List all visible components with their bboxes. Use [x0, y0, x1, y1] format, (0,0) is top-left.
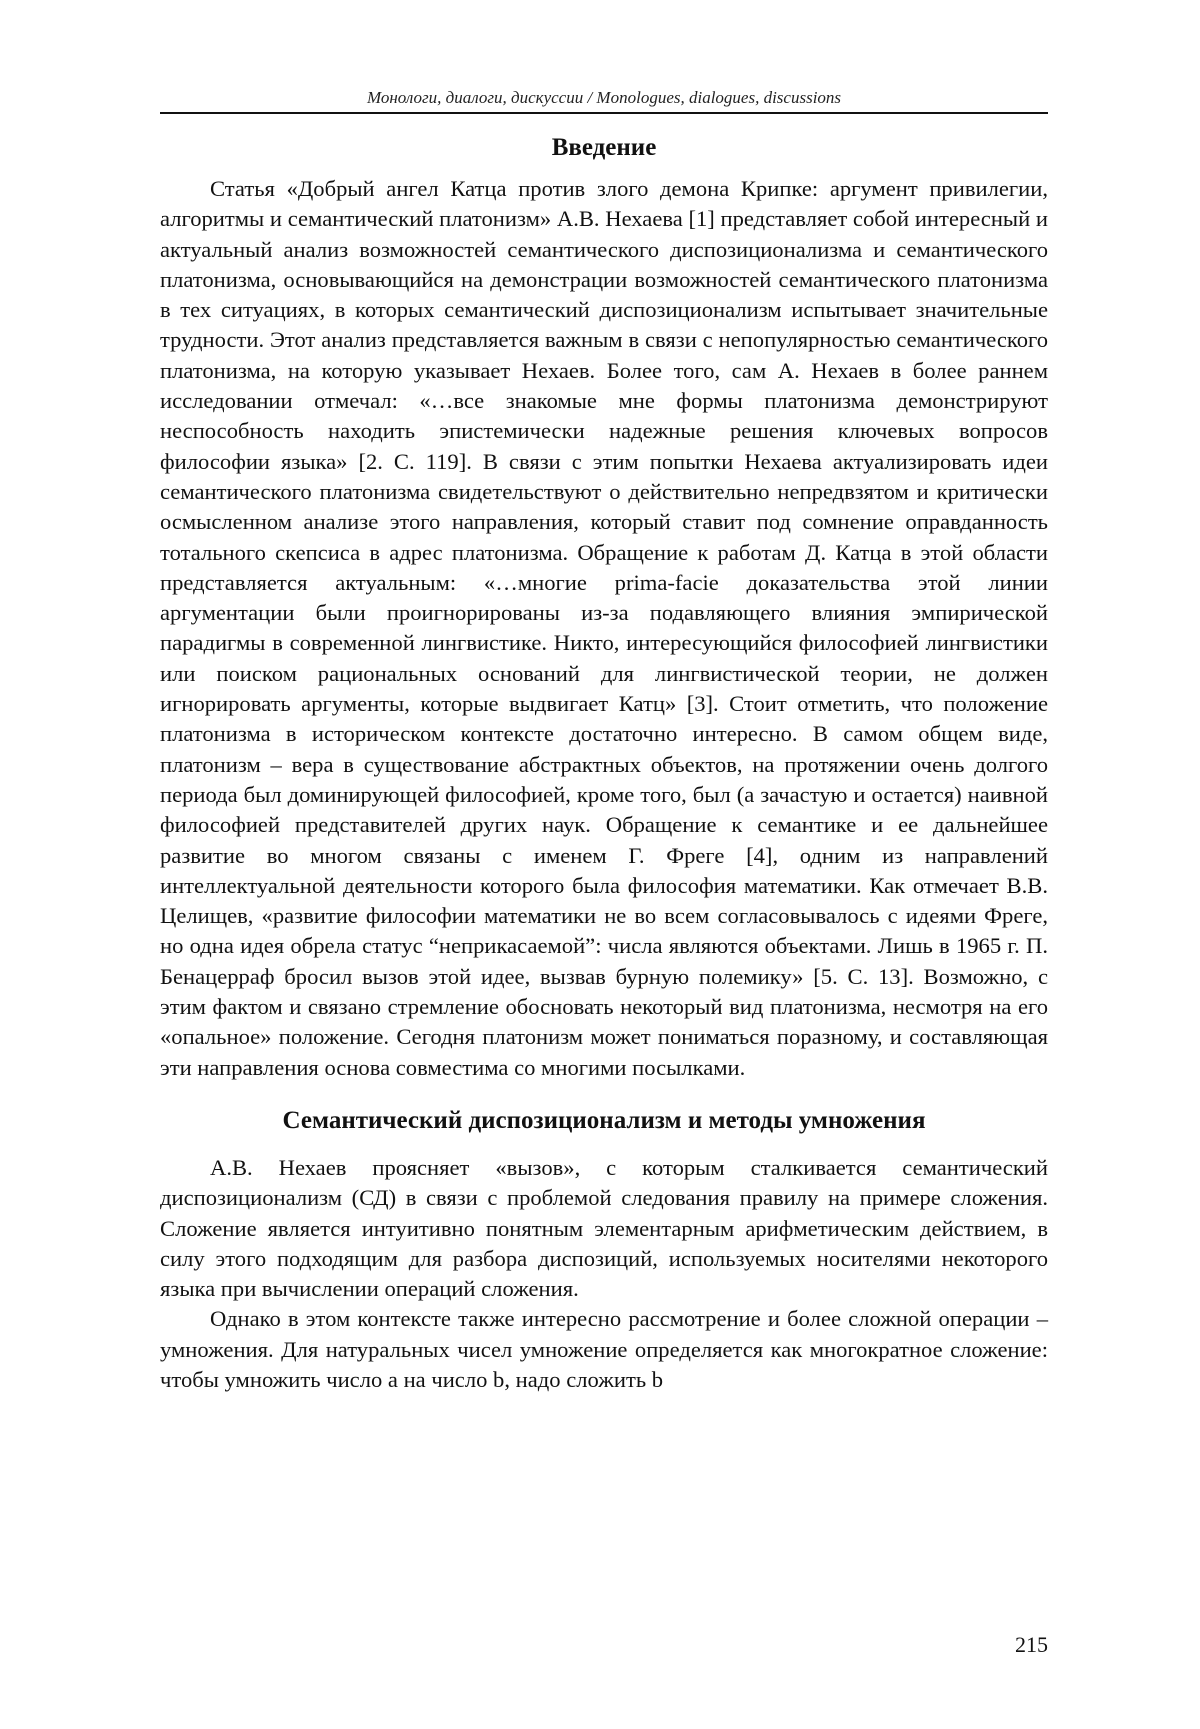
header-rule [160, 112, 1048, 114]
journal-page [160, 0, 1048, 1729]
article-body [160, 128, 1048, 1395]
paragraph: А.В. Нехаев проясняет «вызов», с которым сталкивается семантический диспозиционализм (СД) в связи с проблемой следования правилу на примере сложения. Сложение является интуитивно понятным элементарным арифметическим действием, в силу этого подходящим для разбора диспозиций, используемых носителями некоторого языка при вычислении операций сложения. [160, 1154, 1048, 1302]
section-heading-dispositionalism: Семантический диспозиционализм и методы умножения [282, 1106, 926, 1134]
section-heading-introduction: Введение [551, 134, 657, 161]
paragraph: Статья «Добрый ангел Катца против злого демона Крипке: аргумент привилегии, алгоритмы и семантический платонизм» А.В. Нехаева [1] представляет собой интересный и актуальный анализ возможностей семантического диспозиционализма и семантического платонизма, основывающийся на демонстрации возможностей семантического платонизма в тех ситуациях, в которых семантический диспозиционализм испытывает значительные трудности. Этот анализ представляется важным в связи с непопулярностью семантического платонизма, на которую указывает Нехаев. Более того, сам А. Нехаев в более раннем исследовании отмечал: «…все знакомые мне формы платонизма демонстрируют неспособность находить эпистемически надежные решения ключевых вопросов философии языка» [2. С. 119]. В связи с этим попытки Нехаева актуализировать идеи семантического платонизма свидетельствуют о действительно непредвзятом и критически осмысленном анализе этого направления, который ставит под сомнение оправданность тотального скепсиса в адрес платонизма. Обращение к работам Д. Катца в этой области представляется актуальным: «…многие prima-facie доказательства этой линии аргументации были проигнорированы из-за подавляющего влияния эмпирической парадигмы в современной лингвистике. Никто, интересующийся философией лингвистики или поиском рациональных оснований для лингвистической теории, не должен игнорировать аргументы, которые выдвигает Катц» [3]. Стоит отметить, что положение платонизма в историческом контексте достаточно интересно. В самом общем виде, платонизм – вера в существование абстрактных объектов, на протяжении очень долгого периода был доминирующей философией, кроме того, был (а зачастую и остается) наивной философией представителей других наук. Обращение к семантике и ее дальнейшее развитие во многом связаны с именем Г. Фреге [4], одним из направлений интеллектуальной деятельности которого была философия математики. Как отмечает В.В. Целищев, «развитие философии математики не во всем согласовывалось с идеями Фреге, но одна идея обрела статус “неприкасаемой”: числа являются объектами. Лишь в 1965 г. П. Бенацерраф бросил вызов этой идее, вызвав бурную полемику» [5. С. 13]. Возможно, с этим фактом и связано стремление обосновать некоторый вид платонизма, несмотря на его «опальное» положение. Сегодня платонизм может пониматься поразному, и составляющая эти направления основа совместима со многими посылками. [160, 176, 1048, 1080]
paragraph: Однако в этом контексте также интересно рассмотрение и более сложной операции – умножения. Для натуральных чисел умножение определяется как многократное сложение: чтобы умножить число a на число b, надо сложить b [160, 1306, 1048, 1392]
page-number: 215 [1015, 1632, 1048, 1657]
running-head: Монологи, диалоги, дискуссии / Monologues, dialogues, discussions [366, 88, 842, 107]
